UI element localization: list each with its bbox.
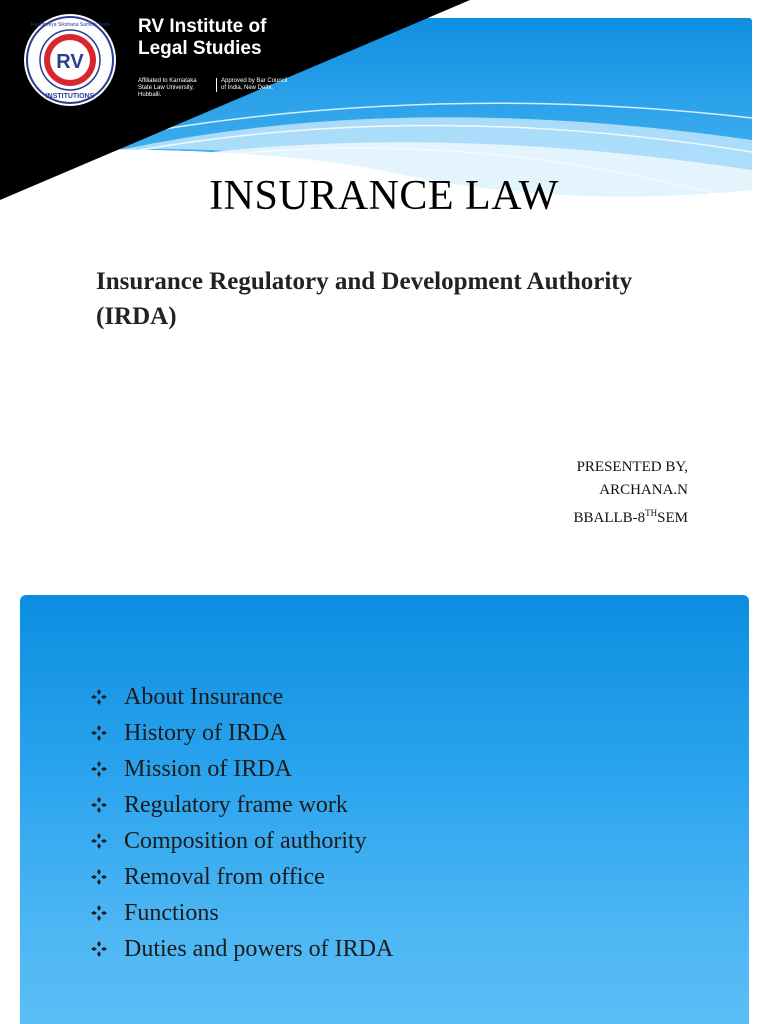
contents-list-item xyxy=(90,787,393,823)
contents-item-label: History of IRDA xyxy=(124,719,287,746)
diamond-cluster-icon xyxy=(90,940,124,958)
presenter-name: ARCHANA.N xyxy=(599,482,688,498)
approval-text: Approved by Bar Council of India, New Delhi. xyxy=(216,78,293,92)
contents-list-item xyxy=(90,751,393,787)
rv-emblem-icon xyxy=(22,12,118,108)
svg-text:INSTITUTIONS: INSTITUTIONS xyxy=(45,93,95,100)
svg-text:RV: RV xyxy=(56,51,84,73)
contents-item-label: Regulatory frame work xyxy=(124,791,348,818)
svg-text:Rashtreeya Sikshana Samithi Tr: Rashtreeya Sikshana Samithi Trust xyxy=(30,22,110,28)
contents-list-item xyxy=(90,931,393,967)
diamond-cluster-icon xyxy=(90,904,124,922)
diamond-cluster-icon xyxy=(90,796,124,814)
presenter-label: PRESENTED BY, xyxy=(576,459,688,475)
diamond-cluster-icon xyxy=(90,724,124,742)
presenter-course: BBALLB-8THSEM xyxy=(573,508,688,526)
contents-item-label: Removal from office xyxy=(124,863,325,890)
contents-item-label: Mission of IRDA xyxy=(124,755,293,782)
contents-list-item xyxy=(90,859,393,895)
contents-list-item xyxy=(90,679,393,715)
institute-name xyxy=(138,16,266,60)
diamond-cluster-icon xyxy=(90,760,124,778)
institute-name-line2: Legal Studies xyxy=(138,38,262,59)
diamond-cluster-icon xyxy=(90,688,124,706)
contents-slide xyxy=(0,595,768,1024)
affiliation-text: Affiliated to Karnataka State Law University, Hubballi. xyxy=(138,78,197,98)
contents-item-label: Composition of authority xyxy=(124,827,367,854)
institute-name-line1: RV Institute of xyxy=(138,16,267,37)
diamond-cluster-icon xyxy=(90,868,124,886)
presenter-block xyxy=(573,456,688,530)
contents-item-label: Functions xyxy=(124,899,219,926)
contents-item-label: About Insurance xyxy=(124,683,284,710)
contents-list-item xyxy=(90,715,393,751)
contents-list-item xyxy=(90,823,393,859)
slide-title: INSURANCE LAW xyxy=(209,173,559,219)
slide-subtitle: Insurance Regulatory and Development Authority (IRDA) xyxy=(96,268,633,330)
contents-list xyxy=(90,679,393,967)
diamond-cluster-icon xyxy=(90,832,124,850)
contents-list-item xyxy=(90,895,393,931)
contents-item-label: Duties and powers of IRDA xyxy=(124,935,394,962)
